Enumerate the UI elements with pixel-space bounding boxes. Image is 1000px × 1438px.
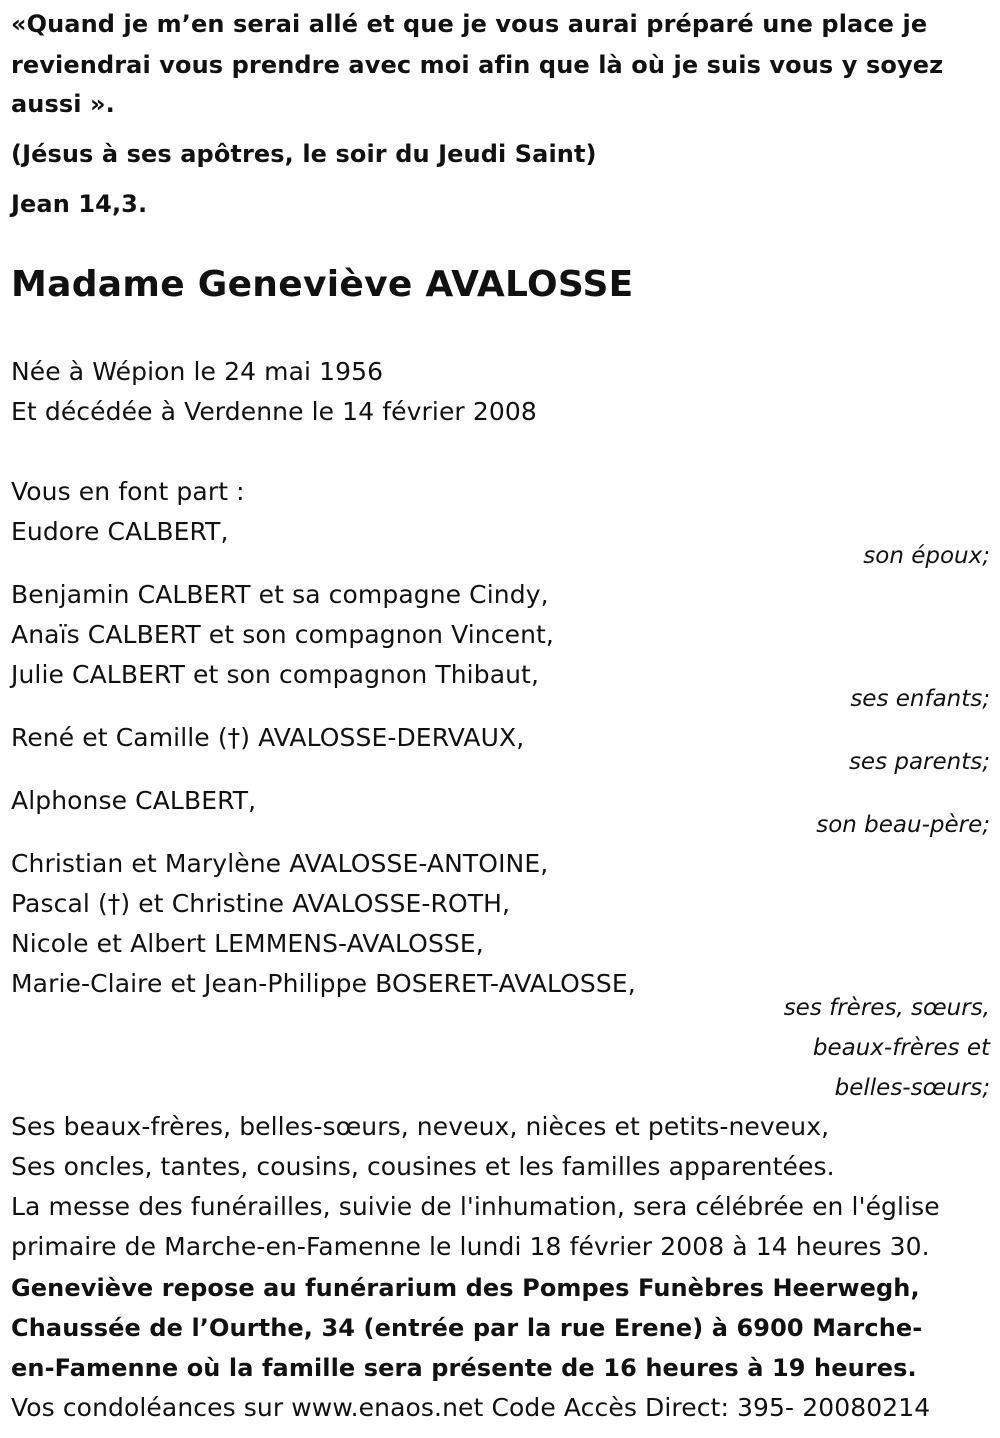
condolences-line: Vos condoléances sur www.enaos.net Code Accès Direct: 395- 20080214 — [11, 1393, 931, 1422]
relation-label: ses parents; — [848, 749, 990, 775]
relation-label: ses frères, sœurs, — [783, 995, 990, 1021]
visitation-line: Chaussée de l’Ourthe, 34 (entrée par la rue Erene) à 6900 Marche- — [11, 1314, 923, 1342]
extended-family-line: Ses oncles, tantes, cousins, cousines et les familles apparentées. — [11, 1152, 835, 1181]
family-member: René et Camille (†) AVALOSSE-DERVAUX, — [11, 723, 525, 752]
quote-attribution: (Jésus à ses apôtres, le soir du Jeudi Saint) — [11, 140, 597, 168]
relation-label: belles-sœurs; — [834, 1075, 990, 1101]
relation-label: son époux; — [863, 543, 990, 569]
quote-line: reviendrai vous prendre avec moi afin que là où je suis vous y soyez — [11, 51, 944, 79]
visitation-line: Geneviève repose au funérarium des Pompes Funèbres Heerwegh, — [11, 1274, 920, 1302]
family-member: Alphonse CALBERT, — [11, 786, 257, 815]
relation-label: beaux-frères et — [812, 1035, 990, 1061]
family-member: Benjamin CALBERT et sa compagne Cindy, — [11, 580, 549, 609]
relation-label: ses enfants; — [850, 686, 990, 712]
quote-line: aussi ». — [11, 90, 115, 118]
family-member: Julie CALBERT et son compagnon Thibaut, — [11, 660, 540, 689]
birth-line: Née à Wépion le 24 mai 1956 — [11, 357, 384, 386]
relation-label: son beau-père; — [816, 812, 990, 838]
family-member: Christian et Marylène AVALOSSE-ANTOINE, — [11, 849, 549, 878]
family-member: Nicole et Albert LEMMENS-AVALOSSE, — [11, 929, 484, 958]
family-member: Marie-Claire et Jean-Philippe BOSERET-AVALOSSE, — [11, 969, 636, 998]
ceremony-line: primaire de Marche-en-Famenne le lundi 18 février 2008 à 14 heures 30. — [11, 1232, 930, 1261]
family-member: Eudore CALBERT, — [11, 517, 229, 546]
visitation-line: en-Famenne où la famille sera présente de 16 heures à 19 heures. — [11, 1354, 917, 1382]
announcement-intro: Vous en font part : — [11, 477, 245, 506]
death-line: Et décédée à Verdenne le 14 février 2008 — [11, 397, 537, 426]
family-member: Anaïs CALBERT et son compagnon Vincent, — [11, 620, 554, 649]
quote-reference: Jean 14,3. — [11, 190, 148, 218]
deceased-name: Madame Geneviève AVALOSSE — [11, 264, 634, 305]
quote-line: «Quand je m’en serai allé et que je vous aurai préparé une place je — [11, 10, 928, 38]
family-member: Pascal (†) et Christine AVALOSSE-ROTH, — [11, 889, 511, 918]
ceremony-line: La messe des funérailles, suivie de l'inhumation, sera célébrée en l'église — [11, 1192, 940, 1221]
extended-family-line: Ses beaux-frères, belles-sœurs, neveux, nièces et petits-neveux, — [11, 1112, 830, 1141]
